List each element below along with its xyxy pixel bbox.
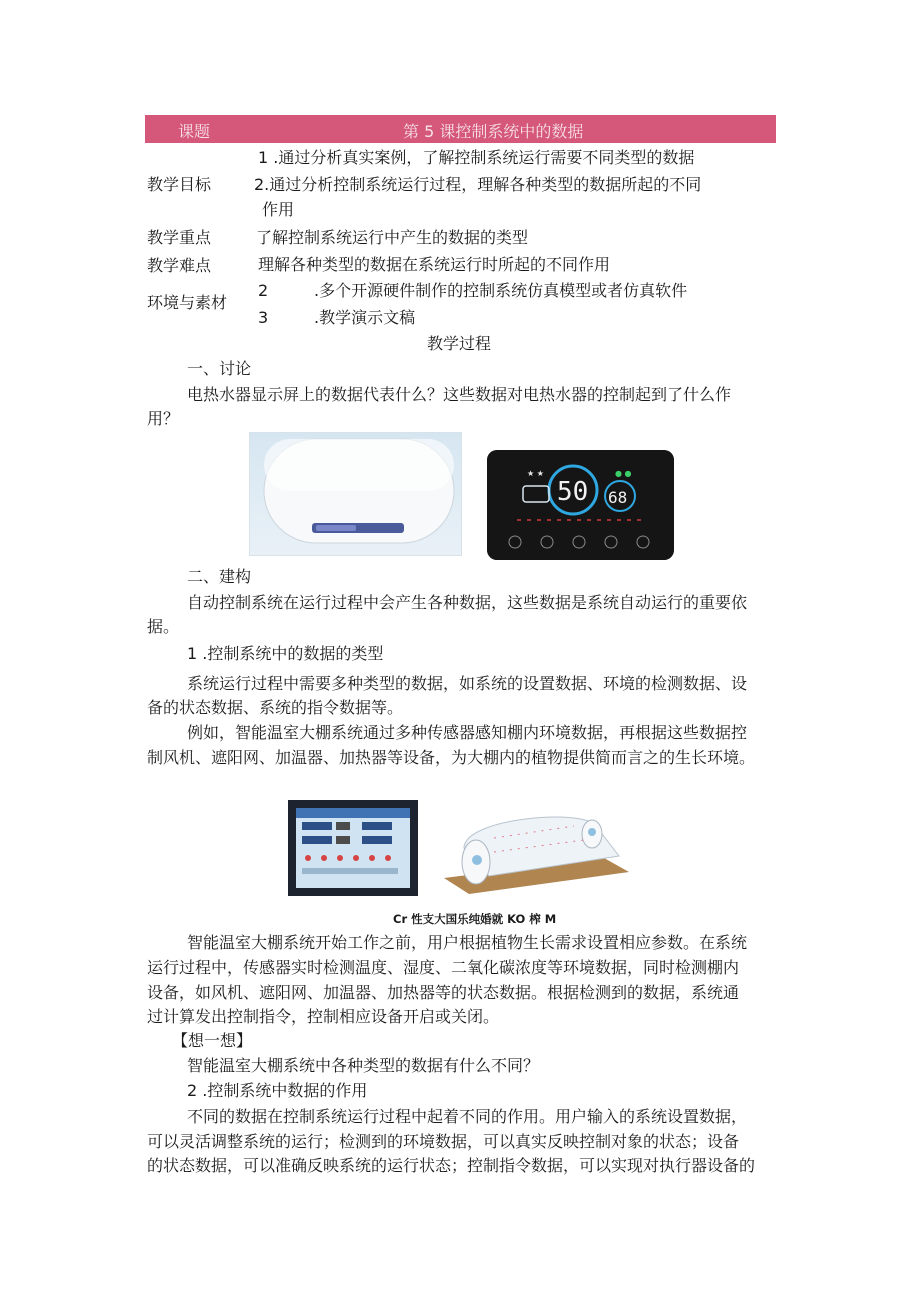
greenhouse-para-line-4: 过计算发出控制指令，控制相应设备开启或关闭。: [147, 1007, 500, 1026]
material-line-2: .教学演示文稿: [314, 308, 416, 327]
material-label: 环境与素材: [147, 293, 228, 312]
figure-caption: Cr 性支大国乐纯婚就 KO 榨 M: [393, 912, 557, 926]
objective-line-1: 1 .通过分析真实案例，了解控制系统运行需要不同类型的数据: [258, 148, 695, 167]
roles-para-line-3: 的状态数据，可以准确反映系统的运行状态；控制指令数据，可以实现对执行器设备的: [147, 1156, 756, 1175]
material-line-1: .多个开源硬件制作的控制系统仿真模型或者仿真软件: [314, 281, 688, 300]
key-point-label: 教学重点: [147, 228, 212, 247]
example-para-line-2: 制风机、遮阳网、加温器、加热器等设备，为大棚内的植物提供简而言之的生长环境。: [147, 748, 756, 767]
section1-para-line-2: 用？: [147, 409, 180, 428]
section2-heading: 二、建构: [187, 567, 252, 586]
section1-para-line-1: 电热水器显示屏上的数据代表什么？这些数据对电热水器的控制起到了什么作: [187, 385, 732, 404]
svg-text:● ●: ● ●: [615, 469, 632, 478]
difficulty-label: 教学难点: [147, 256, 212, 275]
lesson-header-bar: [145, 115, 776, 143]
roles-para-line-2: 可以灵活调整系统的运行；检测到的环境数据，可以真实反映控制对象的状态；设备: [147, 1132, 740, 1151]
water-heater-image: [249, 432, 462, 556]
panel-big-readout: 50: [557, 477, 589, 507]
think-heading: 【想一想】: [172, 1031, 253, 1050]
lesson-title: 第 5 课控制系统中的数据: [403, 122, 584, 141]
difficulty-text: 理解各种类型的数据在系统运行时所起的不同作用: [258, 255, 611, 274]
subheading-data-types: 1 .控制系统中的数据的类型: [187, 644, 384, 663]
greenhouse-para-line-3: 设备，如风机、遮阳网、加温器、加热器等的状态数据。根据检测到的数据，系统通: [147, 983, 740, 1002]
greenhouse-para-line-1: 智能温室大棚系统开始工作之前，用户根据植物生长需求设置相应参数。在系统: [187, 933, 748, 952]
objective-label: 教学目标: [147, 175, 212, 194]
svg-text:★ ★: ★ ★: [527, 469, 544, 478]
section2-para-line-1: 自动控制系统在运行过程中会产生各种数据，这些数据是系统自动运行的重要依: [187, 593, 748, 612]
section2-para-line-2: 据。: [147, 617, 180, 636]
roles-para-line-1: 不同的数据在控制系统运行过程中起着不同的作用。用户输入的系统设置数据，: [187, 1107, 748, 1126]
section1-heading: 一、讨论: [187, 359, 252, 378]
data-types-para-line-1: 系统运行过程中需要多种类型的数据，如系统的设置数据、环境的检测数据、设: [187, 674, 748, 693]
greenhouse-system-image: [284, 798, 645, 908]
example-para-line-1: 例如，智能温室大棚系统通过多种传感器感知棚内环境数据，再根据这些数据控: [187, 723, 748, 742]
data-types-para-line-2: 备的状态数据、系统的指令数据等。: [147, 698, 404, 717]
lesson-label: 课题: [178, 122, 211, 141]
heater-control-panel-image: [487, 450, 674, 560]
material-number-3: 3: [258, 308, 269, 327]
objective-line-2: 2.通过分析控制系统运行过程，理解各种类型的数据所起的不同: [254, 175, 702, 194]
panel-small-readout: 68: [608, 488, 628, 507]
greenhouse-para-line-2: 运行过程中，传感器实时检测温度、湿度、二氧化碳浓度等环境数据，同时检测棚内: [147, 958, 740, 977]
think-question: 智能温室大棚系统中各种类型的数据有什么不同？: [187, 1056, 540, 1075]
subheading-data-roles: 2 .控制系统中数据的作用: [187, 1081, 368, 1100]
process-title: 教学过程: [427, 334, 492, 353]
objective-line-3: 作用: [262, 200, 295, 219]
key-point-text: 了解控制系统运行中产生的数据的类型: [256, 228, 529, 247]
material-number-2: 2: [258, 281, 269, 300]
